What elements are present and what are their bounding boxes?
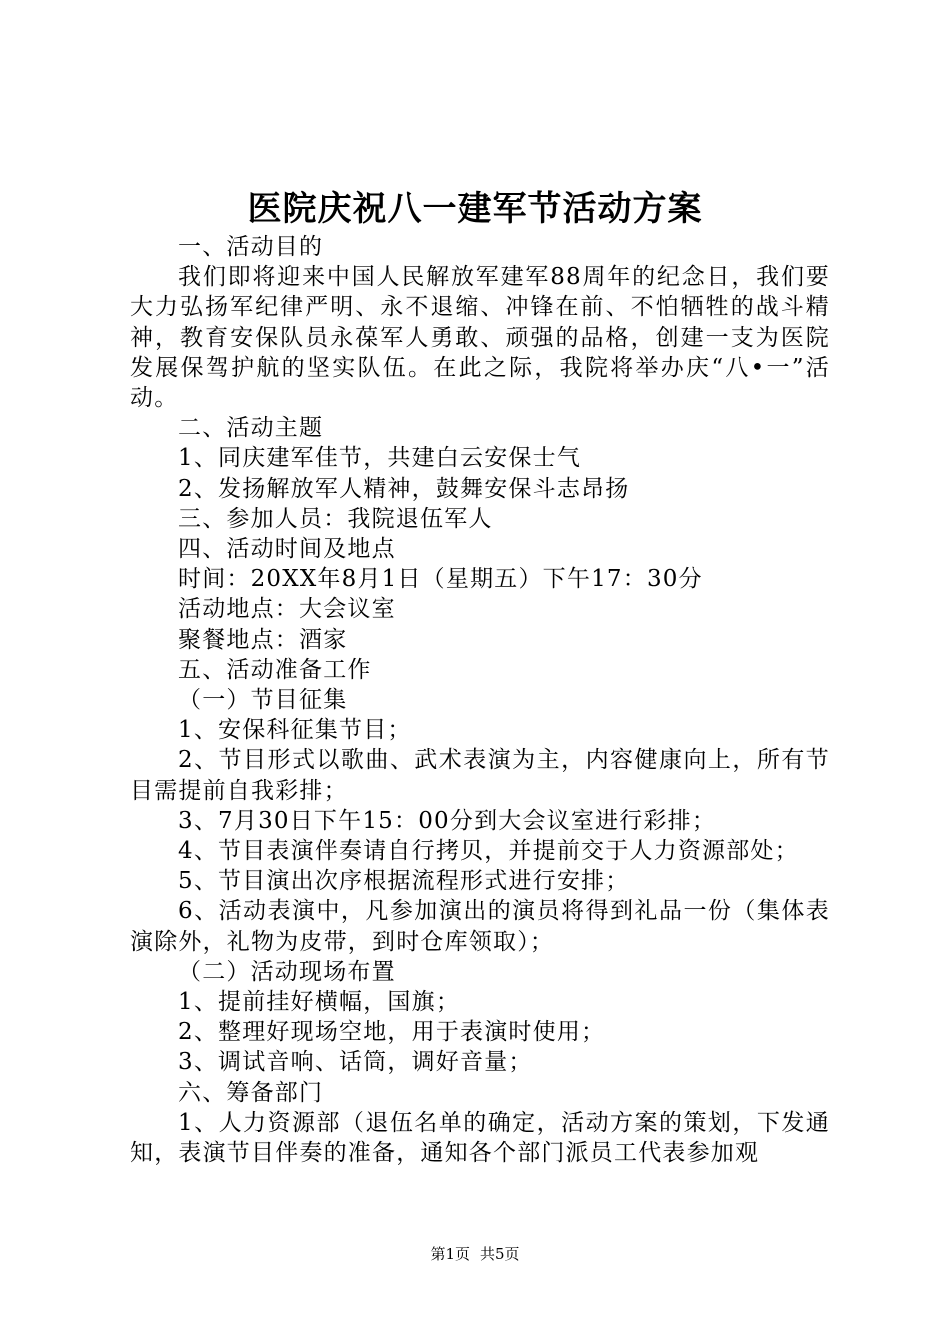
subsection-heading: （二）活动现场布置 bbox=[178, 958, 396, 985]
body-paragraph: 我们即将迎来中国人民解放军建军88周年的纪念日，我们要大力弘扬军纪律严明、永不退缩、冲锋在前、不怕牺牲的战斗精神，教育安保队员永葆军人勇敢、顽强的品格，创建一支为医院发展保驾护航的坚实队伍。在此之际，我院将举办庆“八•一”活动。 bbox=[130, 264, 830, 412]
document-body bbox=[130, 232, 830, 1168]
list-item: 6、活动表演中，凡参加演出的演员将得到礼品一份（集体表演除外，礼物为皮带，到时仓库领取）； bbox=[130, 898, 830, 955]
section-heading: 三、参加人员：我院退伍军人 bbox=[178, 505, 493, 532]
section-heading: 二、活动主题 bbox=[178, 415, 324, 442]
list-item: 2、整理好现场空地，用于表演时使用； bbox=[178, 1019, 606, 1046]
section-heading: 一、活动目的 bbox=[178, 234, 324, 260]
body-paragraph: 聚餐地点：酒家 bbox=[178, 626, 348, 653]
page-number-current: 第1页 bbox=[430, 1245, 470, 1263]
list-item: 5、节目演出次序根据流程形式进行安排； bbox=[178, 868, 630, 895]
list-item: 1、同庆建军佳节，共建白云安保士气 bbox=[178, 445, 582, 472]
page-number-total: 共5页 bbox=[480, 1245, 520, 1263]
section-heading: 四、活动时间及地点 bbox=[178, 536, 396, 563]
list-item: 2、发扬解放军人精神，鼓舞安保斗志昂扬 bbox=[178, 475, 630, 502]
list-item: 1、安保科征集节目； bbox=[178, 717, 412, 744]
list-item: 3、7月30日下午15：00分到大会议室进行彩排； bbox=[178, 807, 717, 834]
subsection-heading: （一）节目征集 bbox=[178, 687, 348, 714]
section-heading: 六、筹备部门 bbox=[178, 1079, 324, 1106]
list-item: 1、提前挂好横幅，国旗； bbox=[178, 989, 461, 1016]
page-footer bbox=[0, 1244, 950, 1264]
document-title: 医院庆祝八一建军节活动方案 bbox=[247, 189, 703, 229]
body-paragraph: 时间：20XX年8月1日（星期五）下午17：30分 bbox=[178, 566, 703, 593]
list-item: 2、节目形式以歌曲、武术表演为主，内容健康向上，所有节目需提前自我彩排； bbox=[130, 747, 830, 804]
list-item: 3、调试音响、话筒，调好音量； bbox=[178, 1049, 533, 1076]
list-item: 1、人力资源部（退伍名单的确定，活动方案的策划，下发通知，表演节目伴奏的准备，通知各个部门派员工代表参加观 bbox=[130, 1109, 830, 1167]
list-item: 4、节目表演伴奏请自行拷贝，并提前交于人力资源部处； bbox=[178, 838, 799, 865]
body-paragraph: 活动地点：大会议室 bbox=[178, 596, 396, 623]
section-heading: 五、活动准备工作 bbox=[178, 656, 372, 683]
